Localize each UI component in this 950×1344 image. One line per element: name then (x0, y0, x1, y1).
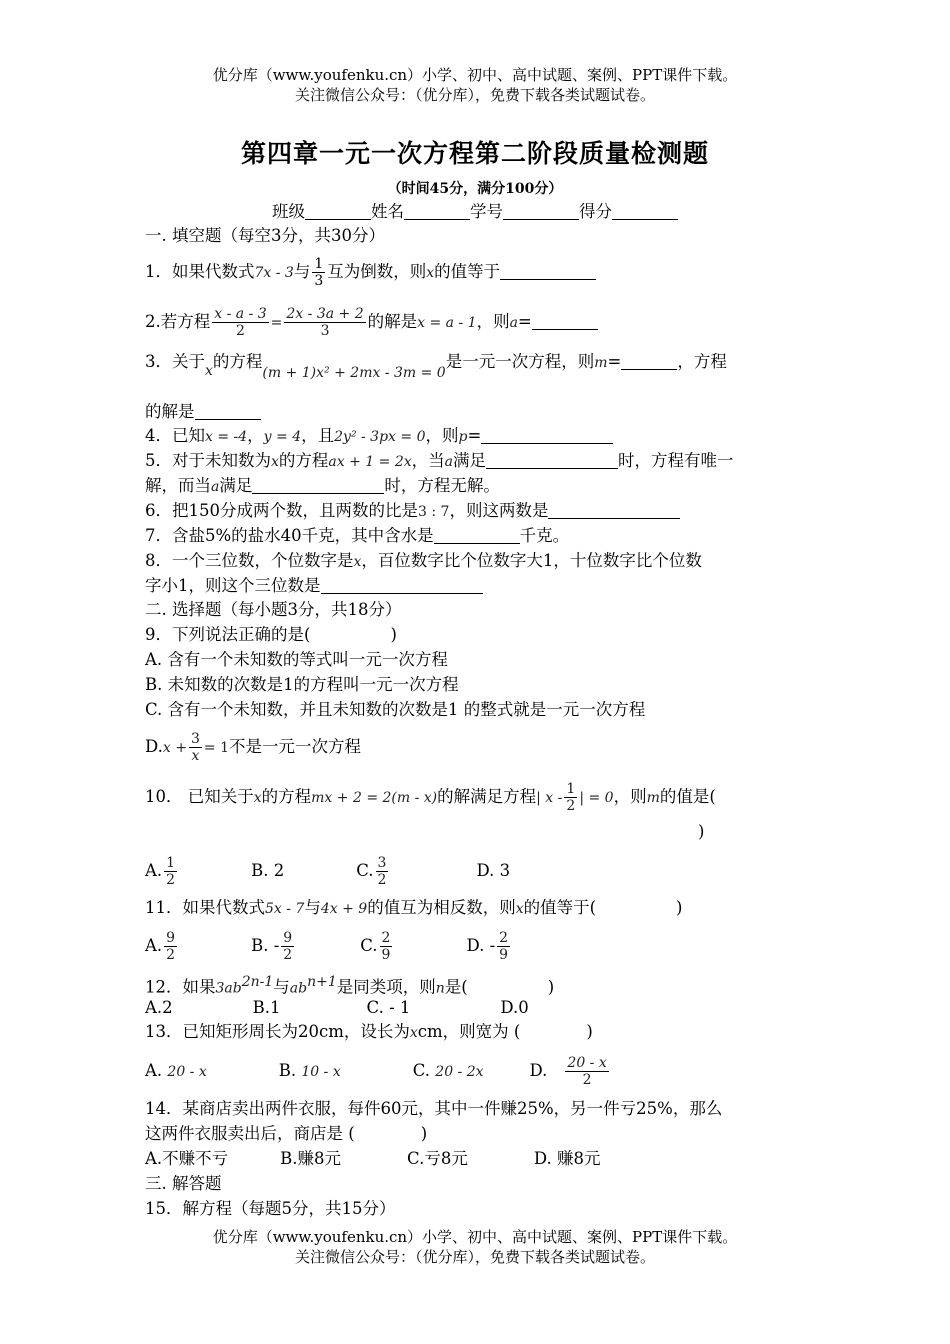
q3-equation: (m + 1)x² + 2mx - 3m = 0 (262, 365, 446, 381)
q3-answer-blank-1 (621, 351, 677, 370)
q2-fraction-right: $\frac{2x - 3a + 2}{3}$ (286, 306, 364, 339)
q9-option-a: A. 含有一个未知数的等式叫一元一次方程 (145, 650, 448, 669)
name-blank (404, 201, 470, 220)
q13-option-b: B. 10 - x (278, 1061, 341, 1080)
footer-line-2: 关注微信公众号：（优分库），免费下载各类试题试卷。 (294, 1248, 655, 1266)
question-15: 15．解方程（每题5分，共15分） (145, 1199, 396, 1218)
q4-answer-blank (481, 425, 613, 444)
q4-equation: 2y² - 3px = 0 (334, 429, 426, 445)
question-6: 6．把150分成两个数，且两数的比是3 : 7，则这两数是 (145, 499, 680, 524)
q10-equation: mx + 2 = 2(m - x) (311, 790, 438, 806)
q14-option-b: B.赚8元 (280, 1149, 342, 1168)
q9-d-fraction: $\frac{3}{x}$ (190, 731, 200, 764)
q10-options (145, 855, 510, 888)
question-10: 10． 已知关于x的方程mx + 2 = 2(m - x)的解满足方程| x - $\frac{1}{2}$ | = 0，则m的值是( (145, 781, 716, 814)
q5-answer-blank-1 (486, 450, 618, 469)
q14-option-c: C.亏8元 (407, 1149, 468, 1168)
class-blank (305, 201, 371, 220)
q12-options (145, 996, 529, 1020)
q13-option-c: C. 20 - 2x (412, 1061, 484, 1080)
q2-fraction-left: $\frac{x - a - 3}{2}$ (214, 306, 267, 339)
q7-answer-blank (434, 525, 520, 544)
question-4: 4．已知x = -4，y = 4，且2y² - 3px = 0，则p= (145, 424, 613, 449)
question-3-cont: 的解是 (145, 400, 261, 424)
q9-option-c: C. 含有一个未知数，并且未知数的次数是1 的整式就是一元一次方程 (145, 700, 646, 719)
q8-answer-blank (321, 575, 483, 594)
q13-options (145, 1055, 611, 1088)
header-line-1: 优分库（www.youfenku.cn）小学、初中、高中试题、案例、PPT课件下载。 (212, 66, 738, 84)
q14-option-a: A.不赚不亏 (145, 1149, 229, 1168)
question-12: 12．如果$3ab^{2n-1}$与$ab^{n+1}$是同类项，则n是( ) (145, 974, 555, 997)
question-11: 11．如果代数式5x - 7与4x + 9的值互为相反数，则x的值等于( ) (145, 898, 683, 917)
number-label: 学号 (470, 202, 503, 221)
q11-option-a: A. $\frac{9}{2}$ (145, 930, 176, 963)
q5-answer-blank-2 (252, 475, 384, 494)
q12-option-c: C. - 1 (366, 998, 411, 1017)
q1-fraction: $\frac{1}{3}$ (314, 256, 324, 289)
score-label: 得分 (579, 202, 612, 221)
q13-option-a: A. 20 - x (145, 1061, 207, 1080)
q13-option-d: D. $\frac{20 - x}{2}$ (529, 1055, 607, 1088)
q10-option-b: B. 2 (251, 861, 285, 880)
q12-option-d: D.0 (500, 998, 529, 1017)
q3-answer-blank-2 (195, 401, 261, 420)
section-3-heading: 三. 解答题 (145, 1174, 222, 1193)
q9-option-b: B. 未知数的次数是1的方程叫一元一次方程 (145, 675, 459, 694)
q14-options (145, 1147, 600, 1171)
footer-line-1: 优分库（www.youfenku.cn）小学、初中、高中试题、案例、PPT课件下载。 (212, 1228, 738, 1246)
q10-fraction: $\frac{1}{2}$ (566, 781, 576, 814)
section-2-heading: 二. 选择题（每小题3分，共18分） (145, 600, 402, 619)
question-9: 9．下列说法正确的是( ) (145, 625, 397, 644)
class-label: 班级 (272, 202, 305, 221)
question-3: 3．关于$_x$的方程$_{(m + 1)x^2 + 2mx - 3m = 0}$是一元一次方程，则m= ，方程 (145, 352, 727, 381)
q12-option-a: A.2 (145, 998, 173, 1017)
name-label: 姓名 (371, 202, 404, 221)
question-2: 2.若方程 $\frac{x - a - 3}{2}$ = $\frac{2x - 3a + 2}{3}$ 的解是x = a - 1，则a= (145, 306, 598, 339)
question-14-cont: 这两件衣服卖出后，商店是 ( ) (145, 1124, 428, 1143)
q9-option-d: D.x + $\frac{3}{x}$ = 1不是一元一次方程 (145, 731, 361, 764)
page-subtitle: （时间45分，满分100分） (387, 181, 563, 197)
section-1-heading: 一. 填空题（每空3分，共30分） (145, 226, 385, 245)
header-line-2: 关注微信公众号：（优分库），免费下载各类试题试卷。 (294, 86, 655, 104)
q10-option-c: C. $\frac{3}{2}$ (356, 855, 387, 888)
question-5-cont: 解，而当a满足 时，方程无解。 (145, 476, 500, 495)
q11-option-d: D. - $\frac{2}{9}$ (466, 930, 509, 963)
q6-answer-blank (548, 500, 680, 519)
question-7: 7．含盐5%的盐水40千克，其中含水是 千克。 (145, 526, 570, 545)
question-14: 14．某商店卖出两件衣服，每件60元，其中一件赚25%，另一件亏25%，那么 (145, 1099, 723, 1118)
q11-options (145, 930, 512, 963)
question-1: 1．如果代数式7x - 3与 $\frac{1}{3}$ 互为倒数，则x的值等于 (145, 256, 596, 289)
q12-option-b: B.1 (252, 998, 281, 1017)
number-blank (503, 201, 579, 220)
question-5: 5．对于未知数为x的方程ax + 1 = 2x，当a满足 时，方程有唯一 (145, 451, 734, 470)
student-info-line (0, 200, 950, 224)
q1-answer-blank (500, 261, 596, 280)
q10-option-d: D. 3 (476, 861, 511, 880)
question-8: 8．一个三位数，个位数字是x，百位数字比个位数字大1，十位数字比个位数 (145, 551, 702, 570)
q1-expression: 7x - 3 (254, 265, 294, 281)
q10-option-a: A. $\frac{1}{2}$ (145, 855, 176, 888)
page-title: 第四章一元一次方程第二阶段质量检测题 (240, 139, 709, 168)
question-8-cont: 字小1，则这个三位数是 (145, 574, 483, 598)
q10-close-paren: ) (698, 822, 705, 841)
q5-equation: ax + 1 = 2x (328, 454, 412, 470)
q11-option-b: B. - $\frac{9}{2}$ (251, 930, 293, 963)
q2-answer-blank (532, 311, 598, 330)
q11-option-c: C. $\frac{2}{9}$ (360, 930, 391, 963)
q14-option-d: D. 赚8元 (533, 1149, 601, 1168)
score-blank (612, 201, 678, 220)
question-13: 13．已知矩形周长为20cm，设长为xcm，则宽为 ( ) (145, 1022, 593, 1041)
q2-solution: x = a - 1 (417, 315, 477, 331)
